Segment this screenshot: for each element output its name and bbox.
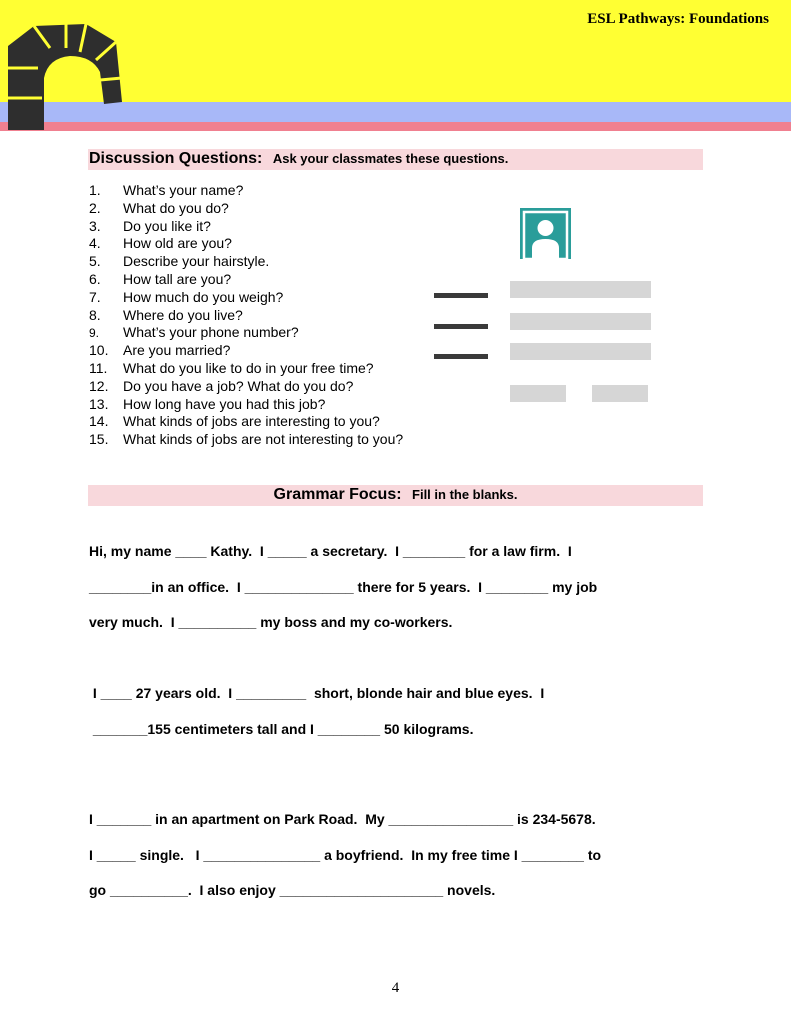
page-number: 4 [391, 980, 400, 996]
question-text: Are you married? [123, 342, 231, 359]
question-number: 8. [89, 306, 101, 323]
list-item [89, 307, 403, 325]
list-item [89, 431, 403, 449]
list-item [89, 378, 403, 396]
profile-field-5 [592, 385, 648, 402]
question-text: What’s your name? [123, 182, 244, 198]
question-text: Describe your hairstyle. [123, 253, 270, 270]
grammar-line-6: I _______ in an apartment on Park Road. My ________________ is 234-5678. [89, 811, 596, 827]
grammar-line-3: very much. I __________ my boss and my co-workers. [89, 614, 453, 630]
list-item [89, 200, 403, 218]
question-number: 12. [89, 377, 109, 394]
question-text: How tall are you? [123, 270, 232, 287]
profile-field-4 [510, 385, 566, 402]
question-text: Where do you live? [123, 306, 243, 323]
list-item [89, 413, 403, 431]
list-item [89, 324, 403, 342]
question-text: Do you like it? [123, 217, 211, 234]
question-number: 4. [89, 235, 101, 252]
discussion-subtitle: Ask your classmates these questions. [272, 151, 509, 166]
question-number: 13. [89, 395, 109, 412]
question-number: 2. [89, 199, 101, 216]
list-item [89, 342, 403, 360]
question-number: 1. [89, 182, 101, 198]
discussion-title: Discussion Questions: [89, 150, 263, 167]
question-text: How long have you had this job? [123, 395, 326, 412]
question-text: What do you do? [123, 199, 229, 216]
list-item [89, 289, 403, 307]
grammar-line-1: Hi, my name ____ Kathy. I _____ a secretary. I ________ for a law firm. I [89, 543, 572, 559]
grammar-line-8: go __________. I also enjoy _____________________ novels. [89, 882, 496, 898]
profile-dash-3 [434, 354, 488, 359]
profile-field-2 [510, 313, 651, 330]
grammar-title: Grammar Focus: [273, 486, 402, 503]
question-number: 15. [89, 431, 109, 448]
profile-dash-2 [434, 324, 488, 329]
grammar-subtitle: Fill in the blanks. [412, 487, 518, 502]
grammar-heading-bar [88, 485, 703, 506]
list-item [89, 218, 403, 236]
profile-dash-1 [434, 293, 488, 298]
question-number: 10. [89, 342, 109, 359]
question-number: 5. [89, 253, 101, 270]
question-number: 3. [89, 217, 101, 234]
question-text: What kinds of jobs are interesting to you? [123, 413, 380, 430]
grammar-line-7: I _____ single. I _______________ a boyfriend. In my free time I ________ to [89, 847, 602, 863]
question-text: How old are you? [123, 235, 232, 252]
question-number: 14. [89, 413, 109, 430]
profile-field-3 [510, 343, 651, 360]
profile-field-1 [510, 281, 651, 298]
discussion-heading-bar [88, 149, 703, 170]
publication-title: ESL Pathways: Foundations [587, 11, 769, 27]
grammar-line-5: _______155 centimeters tall and I ________ 50 kilograms. [89, 721, 474, 737]
question-text: What’s your phone number? [123, 324, 299, 341]
list-item [89, 235, 403, 253]
question-list [89, 182, 403, 449]
list-item [89, 253, 403, 271]
list-item [89, 396, 403, 414]
grammar-line-2: ________in an office. I ______________ there for 5 years. I ________ my job [89, 579, 598, 595]
grammar-line-4: I ____ 27 years old. I _________ short, blonde hair and blue eyes. I [89, 685, 545, 701]
question-number: 11. [89, 359, 108, 376]
question-number: 6. [89, 270, 101, 287]
question-text: Do you have a job? What do you do? [123, 377, 354, 394]
list-item [89, 182, 403, 200]
question-text: What do you like to do in your free time? [123, 359, 374, 376]
list-item [89, 271, 403, 289]
question-number: 9. [89, 326, 100, 341]
profile-card-illustration [434, 207, 654, 407]
list-item [89, 360, 403, 378]
question-number: 7. [89, 288, 101, 305]
person-avatar-icon [520, 208, 571, 259]
question-text: How much do you weigh? [123, 288, 284, 305]
arch-logo-icon [4, 18, 126, 132]
question-text: What kinds of jobs are not interesting to you? [123, 431, 404, 448]
